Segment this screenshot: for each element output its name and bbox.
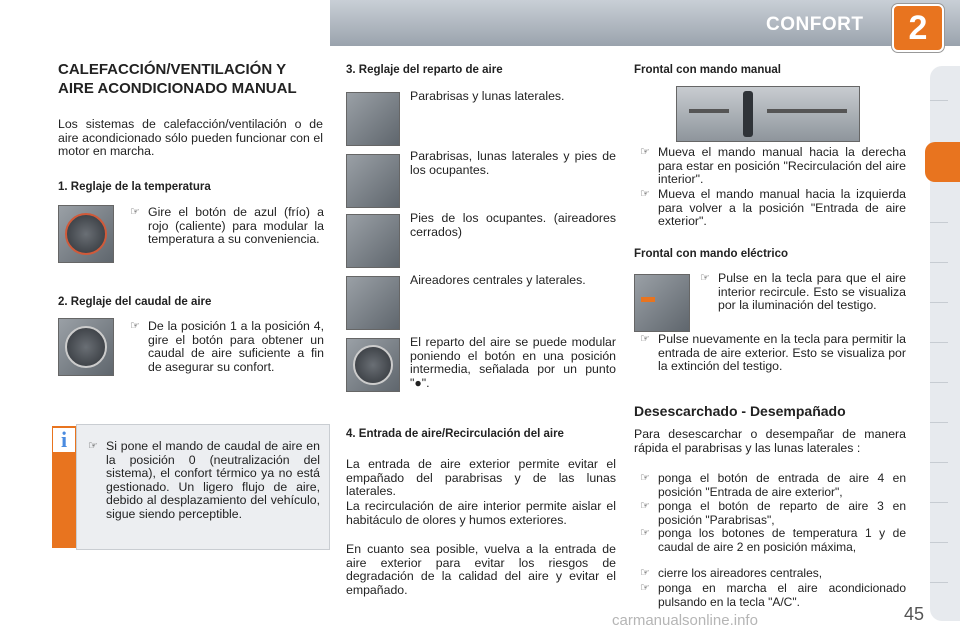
defrost-item: ☞ ponga en marcha el aire acondicionado pulsando en la tecla "A/C". xyxy=(658,582,906,609)
manual-heading: Frontal con mando manual xyxy=(634,64,781,76)
temperature-knob-icon xyxy=(65,213,107,255)
airflow-text: ☞ De la posición 1 a la posición 4, gire el botón para obtener un caudal de aire suficiente a fin de asegurar su confort. xyxy=(148,320,324,374)
slider-track-icon xyxy=(689,109,729,113)
watermark: carmanualsonline.info xyxy=(612,612,758,629)
info-text: ☞ Si pone el mando de caudal de aire en la posición 0 (neutralización del sistema), el confort térmico ya no está gestionado. Un ligero flujo de aire, debido al desplazamiento del vehículo, sigue siendo perceptible. xyxy=(106,440,320,521)
tab-divider xyxy=(930,422,948,423)
indicator-lamp-icon xyxy=(641,297,655,302)
feet-icon xyxy=(346,214,400,268)
vents-icon xyxy=(346,276,400,330)
distribution-knob-image xyxy=(346,338,400,392)
defrost-intro: Para desescarchar o desempañar de manera rápida el parabrisas y las lunas laterales : xyxy=(634,427,906,455)
page-title: CALEFACCIÓN/VENTILACIÓN Y AIRE ACONDICIONADO MANUAL xyxy=(58,61,297,97)
windscreen-feet-icon xyxy=(346,154,400,208)
distribution-knob-icon xyxy=(353,345,393,385)
manual-slider-image xyxy=(676,86,860,142)
distribution-item: Parabrisas y lunas laterales. xyxy=(410,89,565,103)
chapter-badge: 2 xyxy=(892,4,944,52)
slider-track-icon xyxy=(767,109,847,113)
recirculation-text: En cuanto sea posible, vuelva a la entrada de aire exterior para evitar los riesgos de degradación de la calidad del aire y evitar el empañado. xyxy=(346,542,616,597)
slider-handle-icon xyxy=(743,91,753,137)
defrost-heading: Desescarchado - Desempañado xyxy=(634,403,846,419)
tab-divider xyxy=(930,582,948,583)
tab-divider xyxy=(930,302,948,303)
recirculation-heading: 4. Entrada de aire/Recirculación del aire xyxy=(346,428,564,440)
tab-divider xyxy=(930,262,948,263)
distribution-item: El reparto del aire se puede modular poniendo el botón en una posición intermedia, señalada por un punto "●". xyxy=(410,335,616,390)
defrost-item: ☞ cierre los aireadores centrales, xyxy=(658,567,906,581)
temperature-knob-image xyxy=(58,205,114,263)
defrost-item: ☞ ponga los botones de temperatura 1 y de caudal de aire 2 en posición máxima, xyxy=(658,527,906,554)
recirc-button-image xyxy=(634,274,690,332)
windscreen-icon xyxy=(346,92,400,146)
tab-divider xyxy=(930,382,948,383)
tab-divider xyxy=(930,222,948,223)
tab-divider xyxy=(930,502,948,503)
defrost-item: ☞ ponga el botón de entrada de aire 4 en posición "Entrada de aire exterior", xyxy=(658,472,906,499)
tab-divider xyxy=(930,462,948,463)
electric-heading: Frontal con mando eléctrico xyxy=(634,248,788,260)
recirculation-text: La entrada de aire exterior permite evitar el empañado del parabrisas y de las lunas laterales. xyxy=(346,457,616,498)
distribution-item: Parabrisas, lunas laterales y pies de los ocupantes. xyxy=(410,149,616,177)
recirculation-text: La recirculación de aire interior permite aislar el habitáculo de olores y humos exteriores. xyxy=(346,499,616,527)
manual-bullet: ☞ Mueva el mando manual hacia la izquierda para volver a la posición "Entrada de aire exterior". xyxy=(658,188,906,229)
manual-bullet: ☞ Mueva el mando manual hacia la derecha para estar en posición "Recirculación del aire interior". xyxy=(658,146,906,187)
distribution-heading: 3. Reglaje del reparto de aire xyxy=(346,64,503,76)
temperature-heading: 1. Reglaje de la temperatura xyxy=(58,181,211,193)
page-number: 45 xyxy=(904,604,925,624)
header-bar xyxy=(330,0,960,46)
tab-divider xyxy=(930,542,948,543)
distribution-item: Aireadores centrales y laterales. xyxy=(410,273,586,287)
tab-confort-active[interactable] xyxy=(925,142,960,182)
electric-bullet: ☞ Pulse en la tecla para que el aire interior recircule. Esto se visualiza por la iluminación del testigo. xyxy=(718,272,906,313)
tab-divider xyxy=(930,342,948,343)
tab-divider xyxy=(930,100,948,101)
electric-bullet: ☞ Pulse nuevamente en la tecla para permitir la entrada de aire exterior. Esto se visualiza por la extinción del testigo. xyxy=(658,333,906,374)
airflow-heading: 2. Reglaje del caudal de aire xyxy=(58,296,212,308)
defrost-item: ☞ ponga el botón de reparto de aire 3 en posición "Parabrisas", xyxy=(658,500,906,527)
info-icon: i xyxy=(53,428,75,452)
temperature-text: ☞ Gire el botón de azul (frío) a rojo (caliente) para modular la temperatura a su conveniencia. xyxy=(148,206,324,247)
distribution-item: Pies de los ocupantes. (aireadores cerrados) xyxy=(410,211,616,239)
intro-text: Los sistemas de calefacción/ventilación o de aire acondicionado sólo pueden funcionar con el motor en marcha. xyxy=(58,117,323,158)
airflow-knob-image xyxy=(58,318,114,376)
section-title: CONFORT xyxy=(766,14,864,35)
airflow-knob-icon xyxy=(65,326,107,368)
